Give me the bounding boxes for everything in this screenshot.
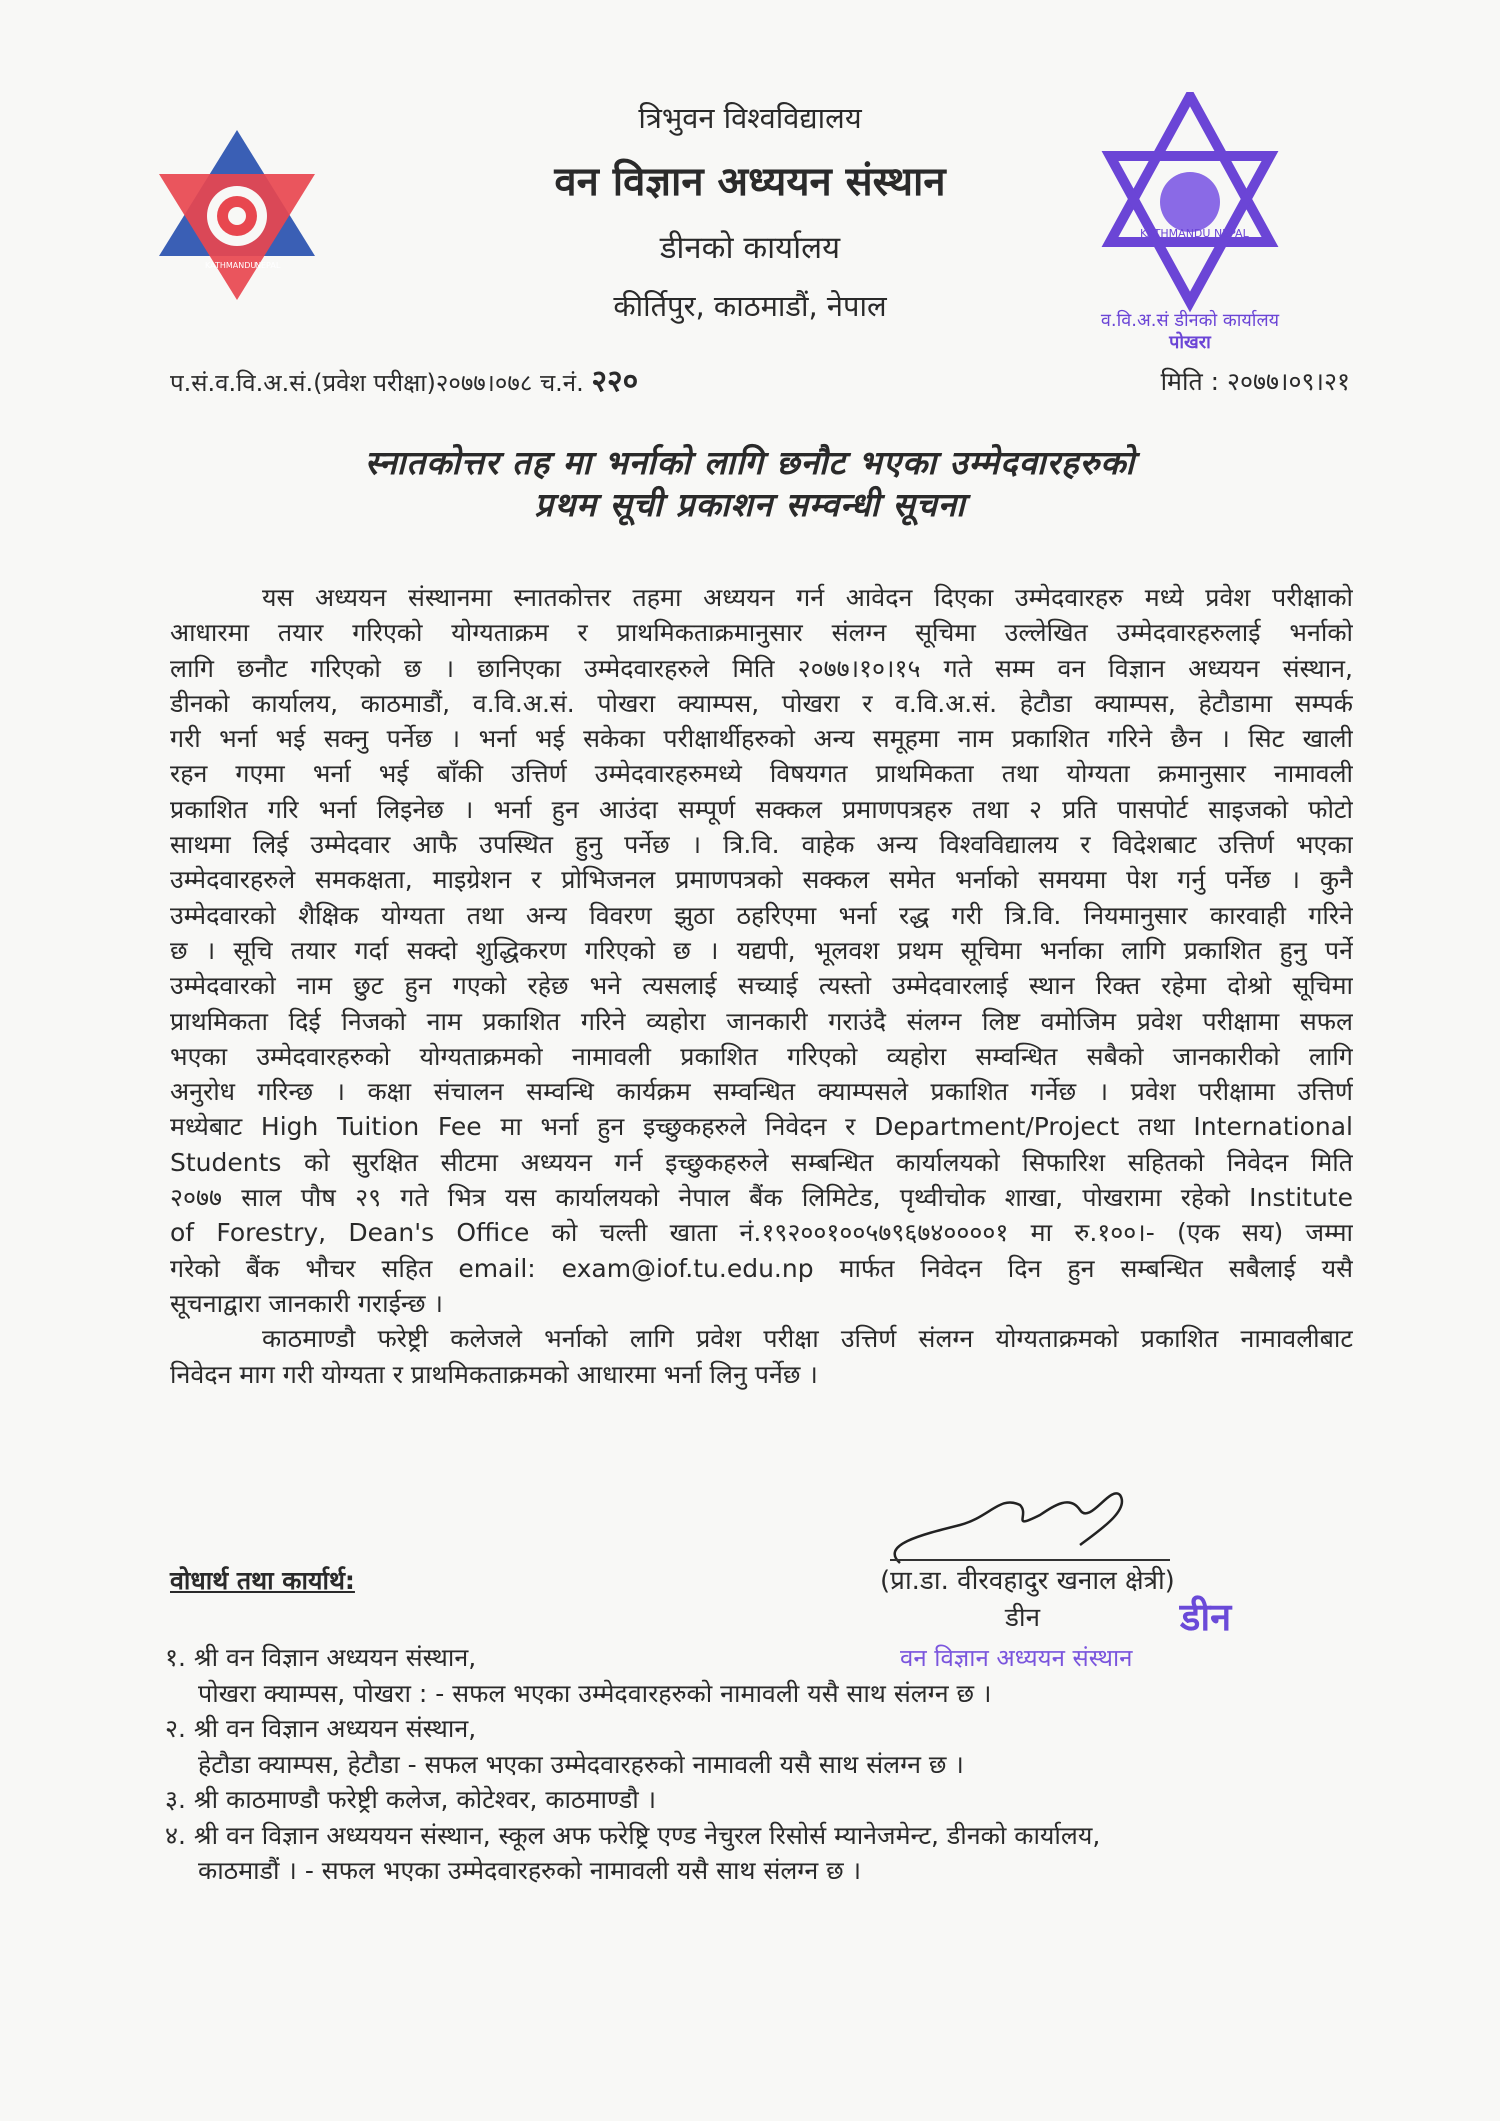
body-line: साथमा लिई उम्मेदवार आफै उपस्थित हुनु पर्नेछ । त्रि.वि. वाहेक अन्य विश्वविद्यालय र विदेशबाट उत्तिर्ण भएका bbox=[170, 830, 1353, 860]
office-name: डीनको कार्यालय bbox=[659, 230, 841, 266]
dispatch-number: २२० bbox=[591, 364, 639, 399]
body-line: उम्मेदवारहरुले समकक्षता, माइग्रेशन र प्रोभिजनल प्रमाणपत्रको सक्कल समेत भर्नाको समयमा पेश गर्नु पर्नेछ । कुनै bbox=[170, 865, 1353, 895]
body-line: प्रकाशित गरि भर्ना लिइनेछ । भर्ना हुन आउंदा सम्पूर्ण सक्कल प्रमाणपत्रहरु तथा २ प्रति पासपोर्ट साइजको फोटो bbox=[170, 794, 1353, 824]
body-line: गरेको बैंक भौचर सहित email: exam@iof.tu.edu.np मार्फत निवेदन दिन हुन सम्बन्धित सबैलाई यसै bbox=[170, 1253, 1353, 1283]
svg-text:NEPAL: NEPAL bbox=[255, 261, 281, 270]
body-line: छ । सूचि तयार गर्दा सक्दो शुद्धिकरण गरिएको छ । यद्यपी, भूलवश प्रथम सूचिमा भर्नाका लागि प्रकाशित हुनु पर्ने bbox=[170, 935, 1353, 965]
body-line: Students को सुरक्षित सीटमा अध्ययन गर्न इच्छुकहरुले सम्बन्धित कार्यालयको सिफारिश सहितको निवेदन मिति bbox=[170, 1147, 1353, 1177]
cc-list-item: पोखरा क्याम्पस, पोखरा : - सफल भएका उम्मेदवारहरुको नामावली यसै साथ संलग्न छ । bbox=[198, 1678, 992, 1708]
cc-list-item: १. श्री वन विज्ञान अध्ययन संस्थान, bbox=[165, 1643, 477, 1672]
body-line: काठमाण्डौ फरेष्ट्री कलेजले भर्नाको लागि प्रवेश परीक्षा उत्तिर्ण संलग्न योग्यताक्रमको प्रकाशित नामावलीबाट bbox=[262, 1324, 1353, 1354]
body-line: प्राथमिकता दिई निजको नाम प्रकाशित गरिने व्यहोरा जानकारी गराउंदै संलग्न लिष्ट वमोजिम प्रवेश परीक्षामा सफल bbox=[170, 1006, 1353, 1036]
signatory-name: (प्रा.डा. वीरवहादुर खनाल क्षेत्री) bbox=[880, 1566, 1175, 1596]
notice-body bbox=[170, 580, 1353, 1392]
reference-label: प.सं.व.वि.अ.सं.(प्रवेश परीक्षा)२०७७।०७८ च.नं. bbox=[170, 369, 584, 397]
cc-list-item: ४. श्री वन विज्ञान अध्यययन संस्थान, स्कूल अफ फरेष्ट्रि एण्ड नेचुरल रिसोर्स म्यानेजमेन्ट, डीनको कार्यालय, bbox=[165, 1820, 1101, 1850]
signature bbox=[880, 1475, 1180, 1565]
body-line: सूचनाद्वारा जानकारी गराईन्छ । bbox=[170, 1288, 443, 1318]
signatory-role: डीन bbox=[1005, 1603, 1041, 1633]
svg-text:KATHMANDU: KATHMANDU bbox=[205, 261, 257, 270]
university-name: त्रिभुवन विश्वविद्यालय bbox=[638, 101, 862, 135]
body-line: अनुरोध गरिन्छ । कक्षा संचालन सम्वन्धि कार्यक्रम सम्वन्धित क्याम्पसले प्रकाशित गर्नेछ । प्रवेश परीक्षामा उत्तिर्ण bbox=[170, 1077, 1353, 1107]
body-line: लागि छनौट गरिएको छ । छानिएका उम्मेदवारहरुले मिति २०७७।१०।१५ गते सम्म वन विज्ञान अध्ययन संस्थान, bbox=[170, 653, 1353, 683]
body-line: यस अध्ययन संस्थानमा स्नातकोत्तर तहमा अध्ययन गर्न आवेदन दिएका उम्मेदवारहरु मध्ये प्रवेश परीक्षाको bbox=[262, 583, 1353, 612]
cc-list bbox=[165, 1640, 1100, 1889]
body-line: उम्मेदवारको शैक्षिक योग्यता तथा अन्य विवरण झुठा ठहरिएमा भर्ना रद्ध गरी त्रि.वि. नियमानुसार कारवाही गरिने bbox=[170, 900, 1353, 930]
body-line: निवेदन माग गरी योग्यता र प्राथमिकताक्रमको आधारमा भर्ना लिनु पर्नेछ । bbox=[170, 1359, 818, 1389]
notice-date: मिति : २०७७।०९।२१ bbox=[1160, 367, 1350, 396]
body-line: रहन गएमा भर्ना भई बाँकी उत्तिर्ण उम्मेदवारहरुमध्ये विषयगत प्राथमिकता तथा योग्यता क्रमानुसार नामावली bbox=[170, 759, 1353, 789]
body-line: of Forestry, Dean's Office को चल्ती खाता नं.१९२००१००५७९६७४००००१ मा रु.१००।- (एक सय) जम्मा bbox=[170, 1218, 1353, 1248]
body-line: आधारमा तयार गरिएको योग्यताक्रम र प्राथमिकताक्रमानुसार संलग्न सूचिमा उल्लेखित उम्मेदवारहरुलाई भर्नाको bbox=[170, 618, 1353, 648]
cc-list-item: हेटौडा क्याम्पस, हेटौडा - सफल भएका उम्मेदवारहरुको नामावली यसै साथ संलग्न छ । bbox=[198, 1749, 964, 1779]
office-address: कीर्तिपुर, काठमाडौं, नेपाल bbox=[613, 289, 887, 323]
svg-text:पोखरा: पोखरा bbox=[1169, 332, 1211, 353]
body-line: उम्मेदवारको नाम छुट हुन गएको रहेछ भने त्यसलाई सच्याई त्यस्तो उम्मेदवारलाई स्थान रिक्त रहेमा दोश्रो सूचिमा bbox=[170, 971, 1353, 1001]
svg-text:व.वि.अ.सं डीनको कार्यालय: व.वि.अ.सं डीनको कार्यालय bbox=[1100, 310, 1280, 331]
dean-stamp: डीन bbox=[1180, 1595, 1232, 1639]
reference-line bbox=[170, 365, 638, 400]
university-logo bbox=[155, 128, 320, 303]
notice-title-line2: प्रथम सूची प्रकाशन सम्वन्धी सूचना bbox=[534, 485, 966, 524]
body-line: २०७७ साल पौष २९ गते भित्र यस कार्यालयको नेपाल बैंक लिमिटेड, पृथ्वीचोक शाखा, पोखरामा रहेको Institute bbox=[170, 1183, 1353, 1213]
notice-title-line1: स्नातकोत्तर तह मा भर्नाको लागि छनौट भएका उम्मेदवारहरुको bbox=[364, 443, 1136, 482]
institute-name: वन विज्ञान अध्ययन संस्थान bbox=[554, 159, 946, 205]
cc-list-item: काठमाडौं । - सफल भएका उम्मेदवारहरुको नामावली यसै साथ संलग्न छ । bbox=[198, 1856, 862, 1885]
body-line: मध्येबाट High Tuition Fee मा भर्ना हुन इच्छुकहरुले निवेदन र Department/Project तथा International bbox=[170, 1112, 1353, 1142]
svg-text:KATHMANDU NEPAL: KATHMANDU NEPAL bbox=[1140, 227, 1249, 240]
cc-list-item: ३. श्री काठमाण्डौ फरेष्ट्री कलेज, कोटेश्वर, काठमाण्डौ । bbox=[165, 1785, 657, 1814]
cc-list-item: २. श्री वन विज्ञान अध्ययन संस्थान, bbox=[165, 1714, 477, 1743]
body-line: डीनको कार्यालय, काठमाडौं, व.वि.अ.सं. पोखरा क्याम्पस, पोखरा र व.वि.अ.सं. हेटौडा क्याम्पस, हेटौडामा सम्पर्क bbox=[170, 688, 1353, 718]
body-line: गरी भर्ना भई सक्नु पर्नेछ । भर्ना भई सकेका परीक्षार्थीहरुको अन्य समूहमा नाम प्रकाशित गरिने छैन । सिट खाली bbox=[170, 724, 1353, 754]
body-line: भएका उम्मेदवारहरुको योग्यताक्रमको नामावली प्रकाशित गरिएको व्यहोरा सम्वन्धित सबैको जानकारीको लागि bbox=[170, 1041, 1353, 1071]
institute-stamp: वन विज्ञान अध्ययन संस्थान bbox=[900, 1644, 1133, 1672]
cc-heading: वोधार्थ तथा कार्यार्थ: bbox=[170, 1566, 355, 1595]
